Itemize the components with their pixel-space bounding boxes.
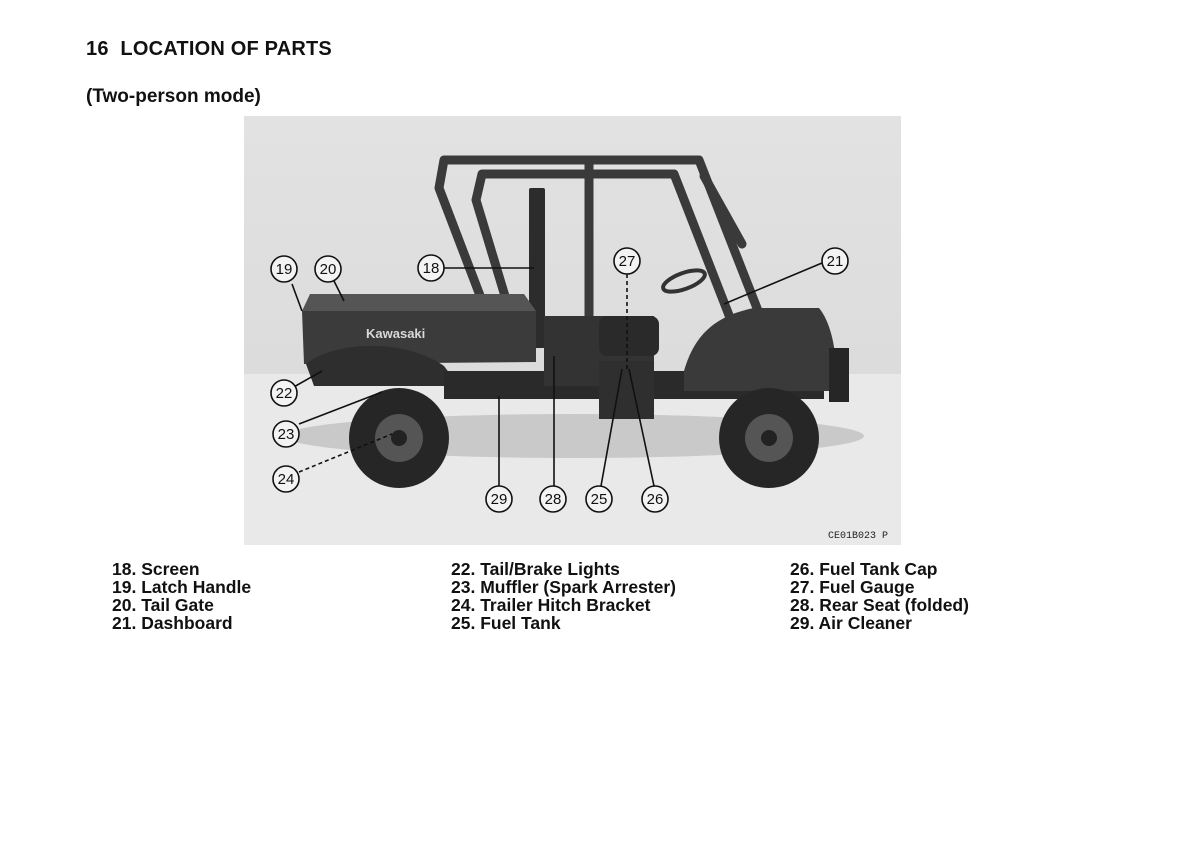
legend-item: 28. Rear Seat (folded) <box>790 595 969 615</box>
callout-24: 24 <box>277 471 295 488</box>
kawasaki-decal: Kawasaki <box>366 326 426 341</box>
callout-29: 29 <box>490 491 508 508</box>
fuel-tank <box>599 361 654 419</box>
front-wheel <box>719 388 819 488</box>
legend-column-2 <box>451 560 676 632</box>
seat <box>599 316 659 356</box>
legend-item: 25. Fuel Tank <box>451 613 561 633</box>
callout-28: 28 <box>544 491 562 508</box>
callout-27: 27 <box>618 253 636 270</box>
legend-item: 20. Tail Gate <box>112 595 214 615</box>
front-bumper <box>829 348 849 402</box>
legend-item: 24. Trailer Hitch Bracket <box>451 595 651 615</box>
callout-21: 21 <box>826 253 844 270</box>
vehicle-figure <box>244 116 901 545</box>
legend-item: 18. Screen <box>112 559 200 579</box>
legend-item: 27. Fuel Gauge <box>790 577 915 597</box>
page-title: LOCATION OF PARTS <box>120 38 332 60</box>
legend-column-3 <box>790 560 969 632</box>
callout-25: 25 <box>590 491 608 508</box>
legend-item: 19. Latch Handle <box>112 577 252 597</box>
legend-item: 21. Dashboard <box>112 613 233 633</box>
legend-column-1 <box>112 560 251 632</box>
legend-item: 29. Air Cleaner <box>790 613 912 633</box>
callout-20: 20 <box>319 261 337 278</box>
vehicle-illustration <box>244 116 901 545</box>
legend-item: 23. Muffler (Spark Arrester) <box>451 577 676 597</box>
section-subtitle: (Two-person mode) <box>86 86 261 107</box>
legend-item: 26. Fuel Tank Cap <box>790 559 938 579</box>
callout-18: 18 <box>422 260 440 277</box>
callout-26: 26 <box>646 491 664 508</box>
callout-22: 22 <box>275 385 293 402</box>
legend-item: 22. Tail/Brake Lights <box>451 559 620 579</box>
page-header <box>86 38 332 61</box>
page-number: 16 <box>86 38 109 60</box>
callout-19: 19 <box>275 261 293 278</box>
figure-code: CE01B023 P <box>828 531 889 542</box>
callout-23: 23 <box>277 426 295 443</box>
rear-wheel <box>349 388 449 488</box>
